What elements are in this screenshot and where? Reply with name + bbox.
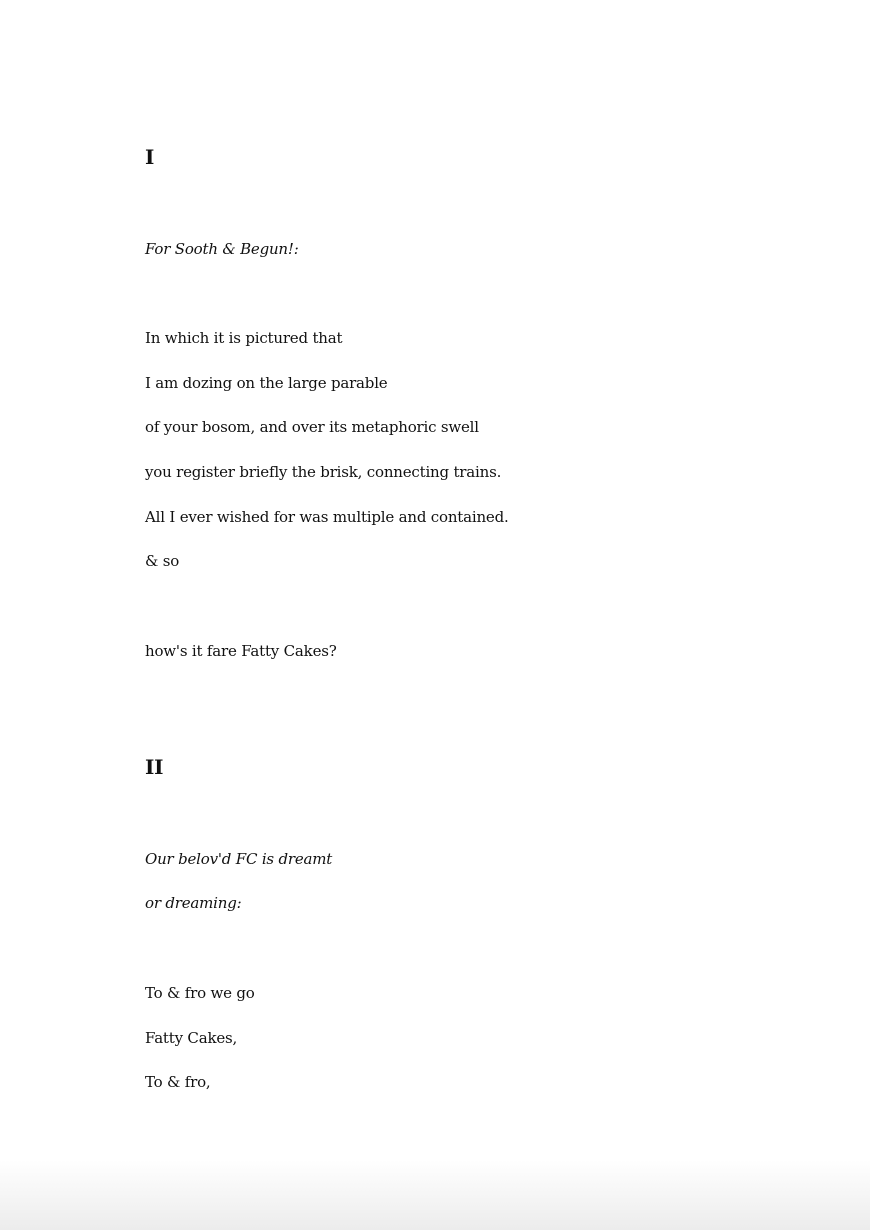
section-2-subtitle-line: Our belov'd FC is dreamt <box>145 850 333 868</box>
poem-line: To & fro, <box>145 1073 211 1091</box>
section-1-closing-line: how's it fare Fatty Cakes? <box>145 642 337 660</box>
poem-line: All I ever wished for was multiple and contained. <box>145 508 509 526</box>
section-2-subtitle-line: or dreaming: <box>145 894 242 912</box>
poem-line: you register briefly the brisk, connecting trains. <box>145 463 502 481</box>
poem-line: In which it is pictured that <box>145 329 343 347</box>
poem-line: To & fro we go <box>145 984 255 1002</box>
section-numeral-2: II <box>145 755 164 779</box>
poem-line: of your bosom, and over its metaphoric swell <box>145 418 479 436</box>
poem-line: Fatty Cakes, <box>145 1029 238 1047</box>
section-1-subtitle: For Sooth & Begun!: <box>145 240 299 258</box>
page-bottom-shadow <box>0 1160 870 1230</box>
poem-line: I am dozing on the large parable <box>145 374 388 392</box>
section-numeral-1: I <box>145 145 155 169</box>
poem-line: & so <box>145 552 180 570</box>
